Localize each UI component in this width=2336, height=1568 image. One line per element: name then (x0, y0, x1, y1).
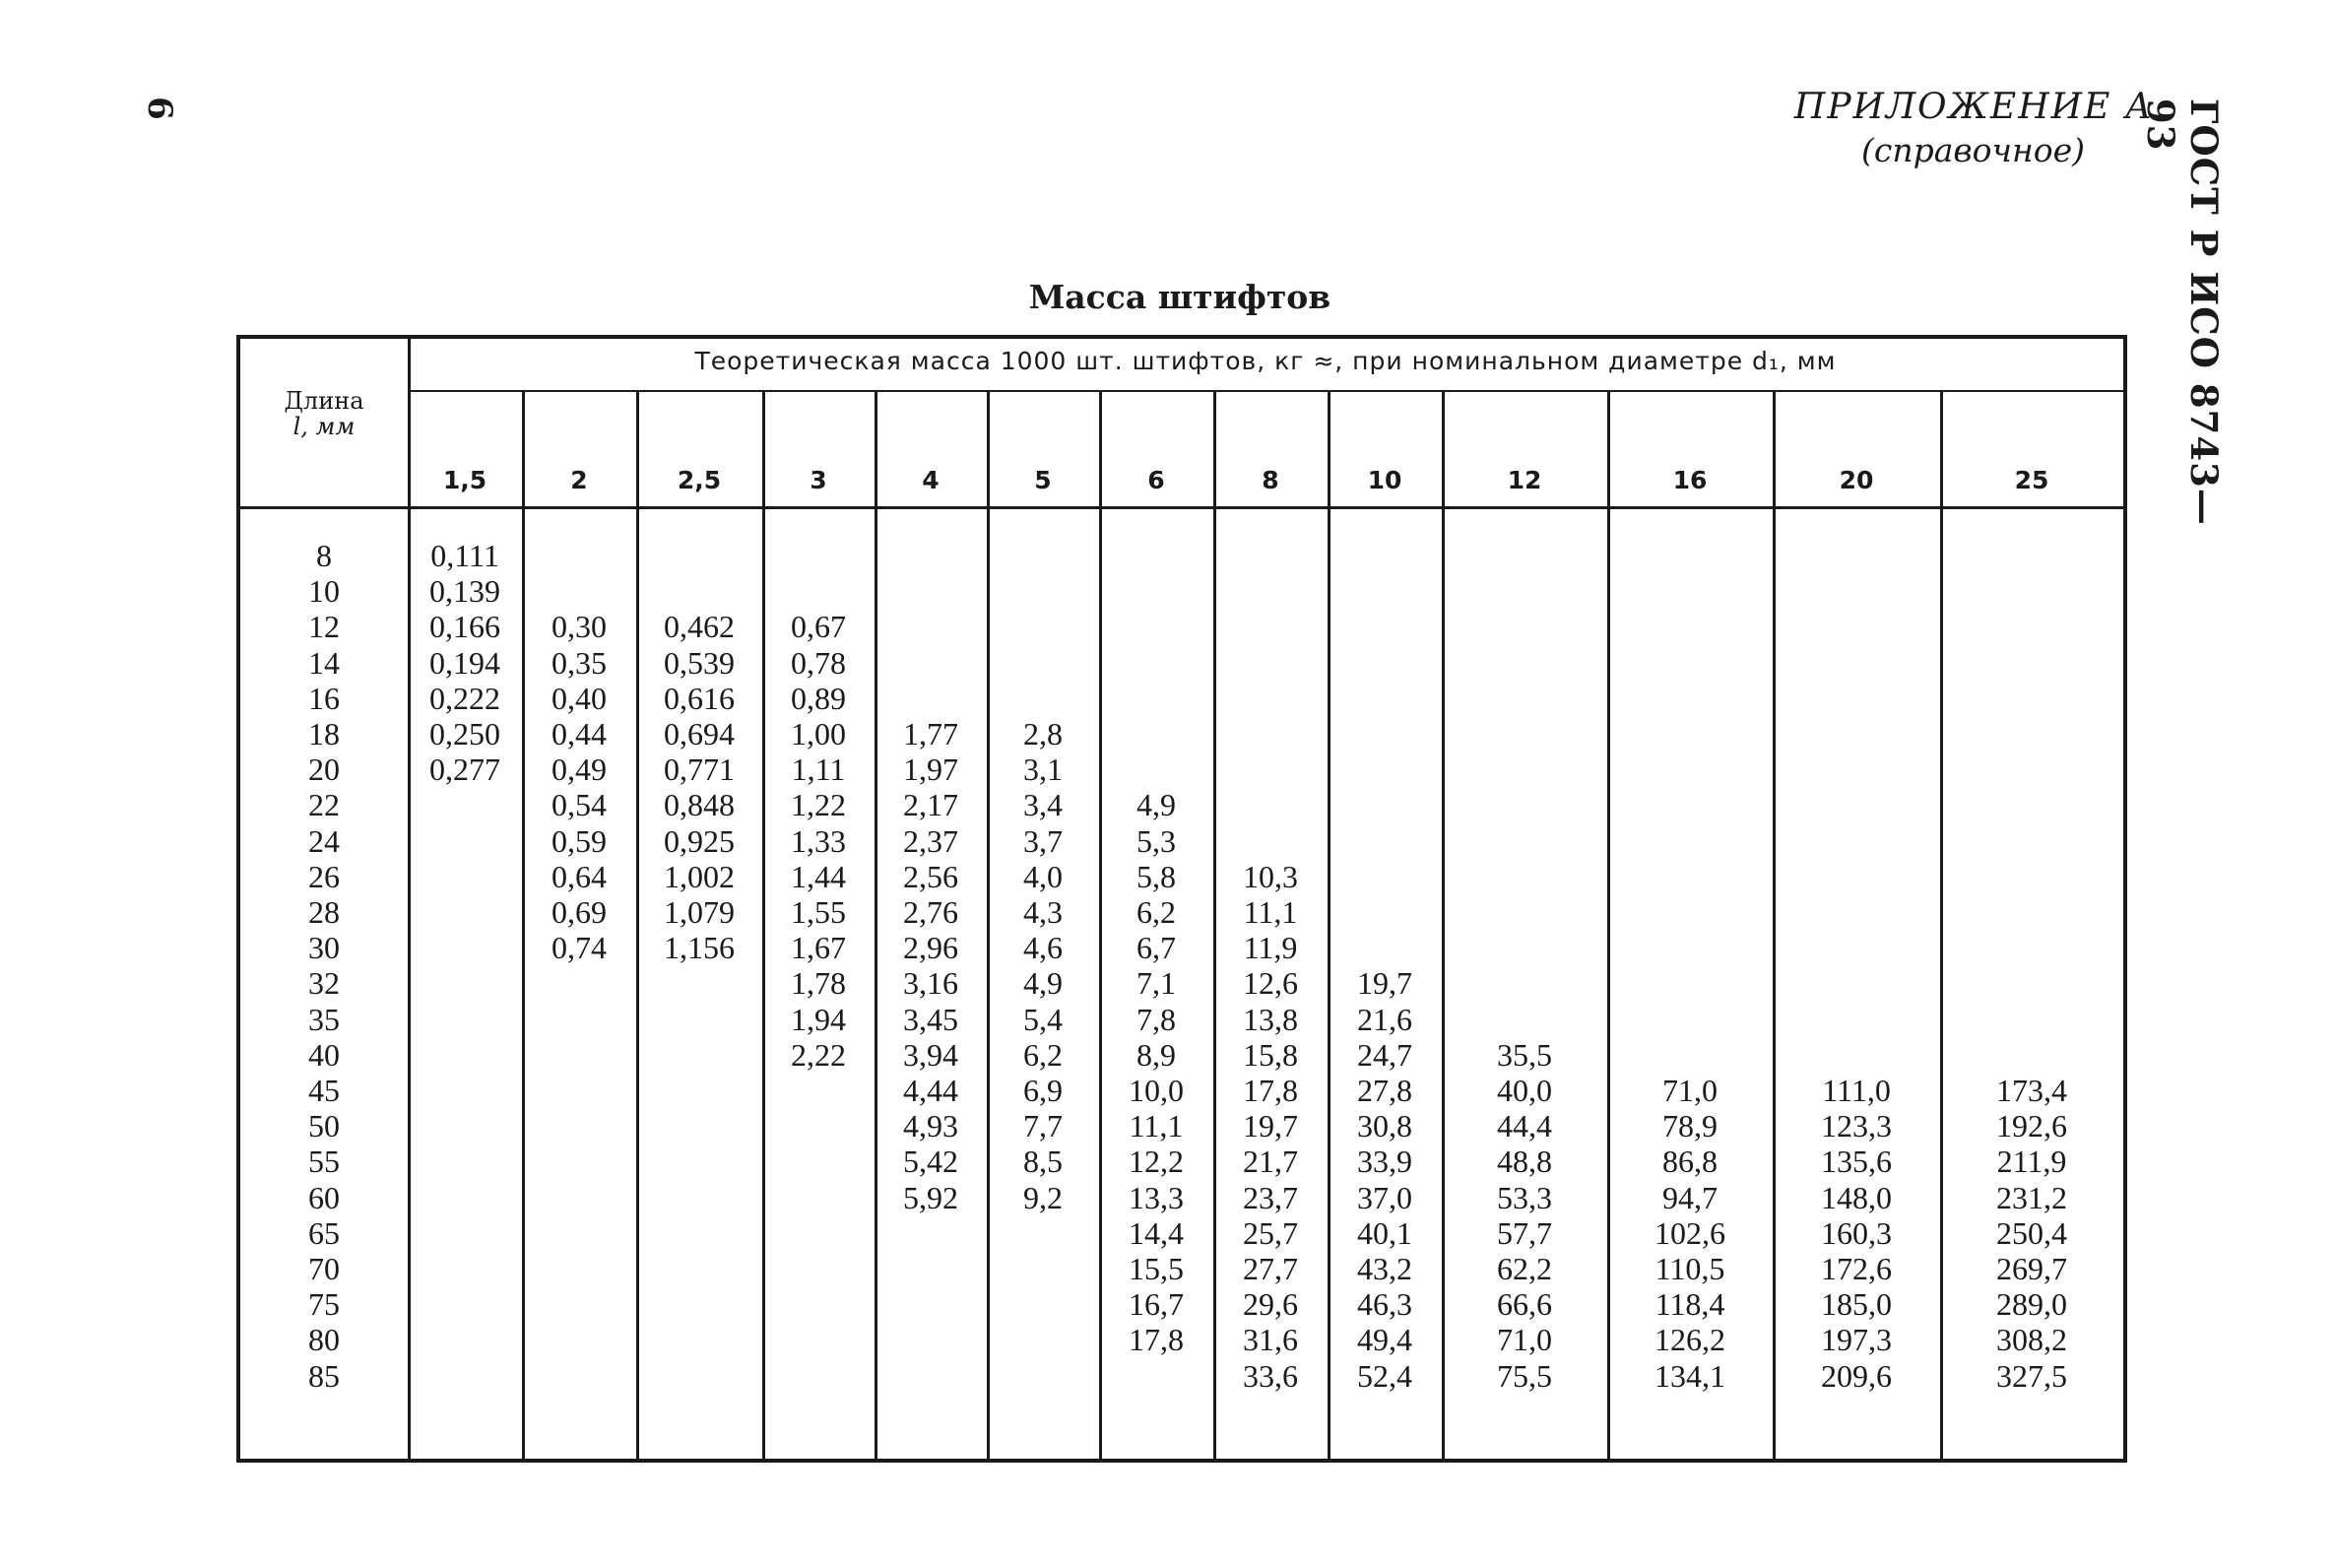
length-value: 32 (308, 965, 340, 1002)
mass-value: 148,0 (1821, 1179, 1892, 1215)
table-title-text: Масса штифтов (1028, 278, 1331, 316)
mass-value: 29,6 (1243, 1286, 1298, 1323)
mass-value: 2,8 (1023, 716, 1063, 751)
mass-value: 24,7 (1357, 1036, 1412, 1073)
mass-value: 192,6 (1996, 1108, 2067, 1144)
mass-value: 2,96 (903, 930, 958, 966)
length-value: 20 (308, 751, 340, 788)
mass-value: 126,2 (1655, 1322, 1725, 1358)
mass-value: 185,0 (1821, 1286, 1892, 1323)
mass-value: 27,7 (1243, 1251, 1298, 1287)
length-value: 10 (308, 573, 340, 610)
mass-value: 66,6 (1497, 1286, 1552, 1323)
mass-value: 118,4 (1655, 1286, 1725, 1323)
mass-value: 5,4 (1023, 1001, 1063, 1037)
mass-value: 4,44 (903, 1073, 958, 1109)
mass-value: 57,7 (1497, 1214, 1552, 1251)
mass-value: 19,7 (1357, 965, 1412, 1002)
mass-value: 1,77 (903, 716, 958, 751)
mass-value: 0,69 (552, 894, 607, 931)
mass-value: 94,7 (1662, 1179, 1718, 1215)
mass-value: 2,22 (791, 1036, 846, 1073)
mass-value: 86,8 (1662, 1143, 1718, 1180)
mass-value: 40,1 (1357, 1214, 1412, 1251)
length-value: 30 (308, 930, 340, 966)
mass-column (522, 609, 636, 965)
mass-value: 5,92 (903, 1179, 958, 1215)
mass-value: 1,55 (791, 894, 846, 931)
mass-value: 134,1 (1655, 1357, 1725, 1394)
length-value: 28 (308, 894, 340, 931)
mass-value: 1,78 (791, 965, 846, 1002)
mass-value: 0,616 (664, 680, 735, 716)
mass-value: 0,250 (429, 716, 500, 752)
mass-value: 5,42 (903, 1143, 958, 1180)
mass-value: 0,277 (429, 751, 500, 788)
diameter-header: 2 (570, 466, 588, 494)
mass-value: 160,3 (1821, 1214, 1892, 1251)
mass-value: 1,22 (791, 787, 846, 823)
mass-column (1099, 787, 1213, 1357)
mass-value: 15,5 (1129, 1251, 1184, 1287)
mass-value: 231,2 (1996, 1179, 2067, 1215)
length-value: 22 (308, 787, 340, 823)
mass-value: 4,3 (1023, 894, 1063, 931)
length-value: 45 (308, 1073, 340, 1109)
mass-span-header: Теоретическая масса 1000 шт. штифтов, кг ≈, при номинальном диаметре d₁, мм (694, 347, 1837, 375)
diameter-header: 12 (1507, 466, 1542, 494)
mass-value: 62,2 (1497, 1251, 1552, 1287)
mass-value: 0,848 (664, 787, 735, 823)
length-value: 26 (308, 858, 340, 894)
mass-value: 13,8 (1243, 1001, 1298, 1037)
page-number: 6 (139, 97, 179, 120)
mass-value: 4,6 (1023, 930, 1063, 966)
mass-value: 0,194 (429, 644, 500, 681)
diameter-header: 16 (1672, 466, 1708, 494)
mass-value: 110,5 (1655, 1251, 1725, 1287)
mass-value: 71,0 (1662, 1073, 1718, 1108)
mass-value: 33,6 (1243, 1357, 1298, 1394)
diameter-header: 2,5 (677, 466, 722, 494)
mass-value: 6,2 (1136, 894, 1176, 930)
mass-value: 11,1 (1243, 894, 1298, 930)
diameter-header: 6 (1147, 466, 1165, 494)
length-value: 70 (308, 1251, 340, 1287)
mass-value: 1,156 (664, 930, 735, 966)
mass-value: 0,59 (552, 822, 607, 859)
diameter-header: 4 (922, 466, 940, 494)
mass-value: 0,30 (552, 609, 607, 645)
mass-value: 23,7 (1243, 1179, 1298, 1215)
length-value: 85 (308, 1357, 340, 1394)
mass-value: 46,3 (1357, 1286, 1412, 1323)
mass-value: 75,5 (1497, 1357, 1552, 1394)
diameter-header: 3 (810, 466, 827, 494)
diameter-header: 8 (1262, 466, 1279, 494)
mass-value: 30,8 (1357, 1108, 1412, 1144)
mass-value: 13,3 (1129, 1179, 1184, 1215)
mass-value: 0,771 (664, 751, 735, 788)
diameter-header: 1,5 (442, 466, 487, 494)
mass-value: 1,33 (791, 822, 846, 859)
mass-value: 6,7 (1136, 930, 1176, 966)
mass-column (1328, 965, 1442, 1393)
mass-value: 4,9 (1023, 965, 1063, 1002)
mass-value: 12,2 (1129, 1143, 1184, 1180)
length-value: 12 (308, 609, 340, 645)
mass-value: 3,94 (903, 1036, 958, 1073)
length-value: 14 (308, 644, 340, 681)
mass-value: 1,44 (791, 858, 846, 894)
mass-value: 49,4 (1357, 1322, 1412, 1358)
mass-column (987, 716, 1099, 1215)
appendix-title: ПРИЛОЖЕНИЕ А (1793, 87, 2154, 127)
diameter-header: 20 (1839, 466, 1874, 494)
mass-value: 0,111 (430, 538, 499, 573)
mass-value: 10,0 (1129, 1073, 1184, 1109)
mass-value: 6,9 (1023, 1073, 1063, 1109)
mass-value: 0,166 (429, 609, 500, 645)
mass-value: 0,64 (552, 858, 607, 894)
length-value: 18 (308, 716, 340, 752)
diameter-header: 10 (1367, 466, 1402, 494)
mass-value: 289,0 (1996, 1286, 2067, 1323)
mass-value: 2,37 (903, 822, 958, 859)
mass-value: 0,139 (429, 573, 500, 610)
mass-value: 6,2 (1023, 1036, 1063, 1073)
mass-value: 14,4 (1129, 1214, 1184, 1251)
appendix-heading (1794, 87, 2154, 169)
mass-value: 33,9 (1357, 1143, 1412, 1180)
length-value: 16 (308, 680, 340, 716)
mass-column (762, 609, 875, 1073)
mass-value: 35,5 (1497, 1036, 1552, 1073)
mass-value: 17,8 (1129, 1322, 1184, 1358)
mass-column (1773, 1073, 1940, 1394)
mass-value: 0,78 (791, 644, 846, 681)
mass-value: 37,0 (1357, 1179, 1412, 1215)
mass-value: 43,2 (1357, 1251, 1412, 1287)
mass-value: 269,7 (1996, 1251, 2067, 1287)
mass-value: 48,8 (1497, 1143, 1552, 1180)
mass-value: 3,45 (903, 1001, 958, 1037)
mass-value: 3,1 (1023, 751, 1063, 788)
mass-value: 8,5 (1023, 1143, 1063, 1180)
mass-value: 0,67 (791, 609, 846, 645)
mass-value: 1,94 (791, 1001, 846, 1037)
mass-value: 2,56 (903, 858, 958, 894)
mass-value: 0,54 (552, 787, 607, 823)
mass-value: 327,5 (1996, 1357, 2067, 1394)
mass-value: 19,7 (1243, 1108, 1298, 1144)
mass-value: 0,40 (552, 680, 607, 716)
mass-value: 21,7 (1243, 1143, 1298, 1180)
mass-value: 1,002 (664, 858, 735, 894)
length-value: 35 (308, 1001, 340, 1037)
length-header-line2: l, мм (292, 413, 356, 440)
mass-value: 0,222 (429, 680, 500, 716)
mass-value: 40,0 (1497, 1073, 1552, 1108)
mass-value: 0,44 (552, 716, 607, 751)
table-title (0, 278, 2336, 316)
mass-value: 135,6 (1821, 1143, 1892, 1180)
mass-value: 15,8 (1243, 1036, 1298, 1073)
length-value: 8 (316, 538, 332, 573)
length-value: 75 (308, 1286, 340, 1323)
length-header (240, 388, 408, 439)
mass-value: 1,079 (664, 894, 735, 931)
mass-value: 7,8 (1136, 1001, 1176, 1037)
document-designation: ГОСТ Р ИСО 8743—93 (2139, 98, 2226, 526)
mass-value: 172,6 (1821, 1251, 1892, 1287)
mass-value: 11,1 (1129, 1108, 1184, 1144)
mass-value: 0,539 (664, 644, 735, 681)
length-value: 40 (308, 1036, 340, 1073)
diameter-header: 25 (2014, 466, 2049, 494)
appendix-subtitle: (справочное) (1860, 131, 2085, 169)
mass-value: 3,16 (903, 965, 958, 1002)
mass-value: 209,6 (1821, 1357, 1892, 1394)
mass-value: 111,0 (1822, 1073, 1891, 1108)
mass-value: 7,7 (1023, 1108, 1063, 1144)
mass-value: 8,9 (1136, 1036, 1176, 1073)
mass-value: 71,0 (1497, 1322, 1552, 1358)
mass-value: 0,925 (664, 822, 735, 859)
mass-value: 102,6 (1655, 1214, 1725, 1251)
mass-column (1607, 1073, 1773, 1394)
mass-value: 197,3 (1821, 1322, 1892, 1358)
mass-value: 11,9 (1243, 930, 1298, 966)
mass-table (236, 335, 2127, 1463)
mass-value: 52,4 (1357, 1357, 1412, 1394)
mass-value: 78,9 (1662, 1108, 1718, 1144)
mass-value: 0,89 (791, 680, 846, 716)
mass-value: 1,67 (791, 930, 846, 966)
mass-value: 10,3 (1243, 858, 1298, 894)
mass-value: 173,4 (1996, 1073, 2067, 1108)
length-value: 60 (308, 1179, 340, 1215)
mass-value: 1,11 (791, 751, 846, 788)
mass-value: 44,4 (1497, 1108, 1552, 1144)
mass-value: 27,8 (1357, 1073, 1412, 1108)
mass-value: 9,2 (1023, 1179, 1063, 1215)
span-header-rule (408, 390, 2123, 392)
length-value: 50 (308, 1108, 340, 1144)
diameter-header: 5 (1034, 466, 1052, 494)
mass-value: 1,97 (903, 751, 958, 788)
length-value: 65 (308, 1214, 340, 1251)
mass-value: 4,0 (1023, 858, 1063, 894)
mass-value: 0,462 (664, 609, 735, 645)
length-value: 24 (308, 822, 340, 859)
mass-value: 250,4 (1996, 1214, 2067, 1251)
mass-value: 31,6 (1243, 1322, 1298, 1358)
mass-value: 25,7 (1243, 1214, 1298, 1251)
mass-column (408, 538, 522, 787)
mass-value: 12,6 (1243, 965, 1298, 1002)
mass-value: 0,694 (664, 716, 735, 751)
mass-column (1213, 859, 1328, 1394)
mass-column (1442, 1037, 1607, 1394)
mass-value: 16,7 (1129, 1286, 1184, 1323)
mass-value: 308,2 (1996, 1322, 2067, 1358)
mass-value: 5,8 (1136, 858, 1176, 894)
mass-value: 3,7 (1023, 822, 1063, 859)
mass-value: 1,00 (791, 716, 846, 751)
mass-value: 53,3 (1497, 1179, 1552, 1215)
mass-value: 21,6 (1357, 1001, 1412, 1037)
mass-value: 3,4 (1023, 787, 1063, 823)
mass-value: 5,3 (1136, 822, 1176, 859)
length-value: 55 (308, 1143, 340, 1180)
mass-value: 123,3 (1821, 1108, 1892, 1144)
mass-value: 0,35 (552, 644, 607, 681)
mass-column (636, 609, 762, 965)
mass-value: 0,49 (552, 751, 607, 788)
mass-value: 0,74 (552, 930, 607, 966)
mass-column (875, 716, 987, 1215)
mass-value: 4,93 (903, 1108, 958, 1144)
mass-value: 4,9 (1136, 787, 1176, 823)
mass-value: 211,9 (1996, 1143, 2067, 1180)
mass-column (1940, 1073, 2123, 1394)
length-header-line1: Длина (284, 387, 364, 415)
mass-value: 7,1 (1136, 965, 1176, 1002)
length-value: 80 (308, 1322, 340, 1358)
mass-value: 2,17 (903, 787, 958, 823)
mass-value: 17,8 (1243, 1073, 1298, 1109)
length-column (240, 538, 408, 1394)
mass-value: 2,76 (903, 894, 958, 931)
